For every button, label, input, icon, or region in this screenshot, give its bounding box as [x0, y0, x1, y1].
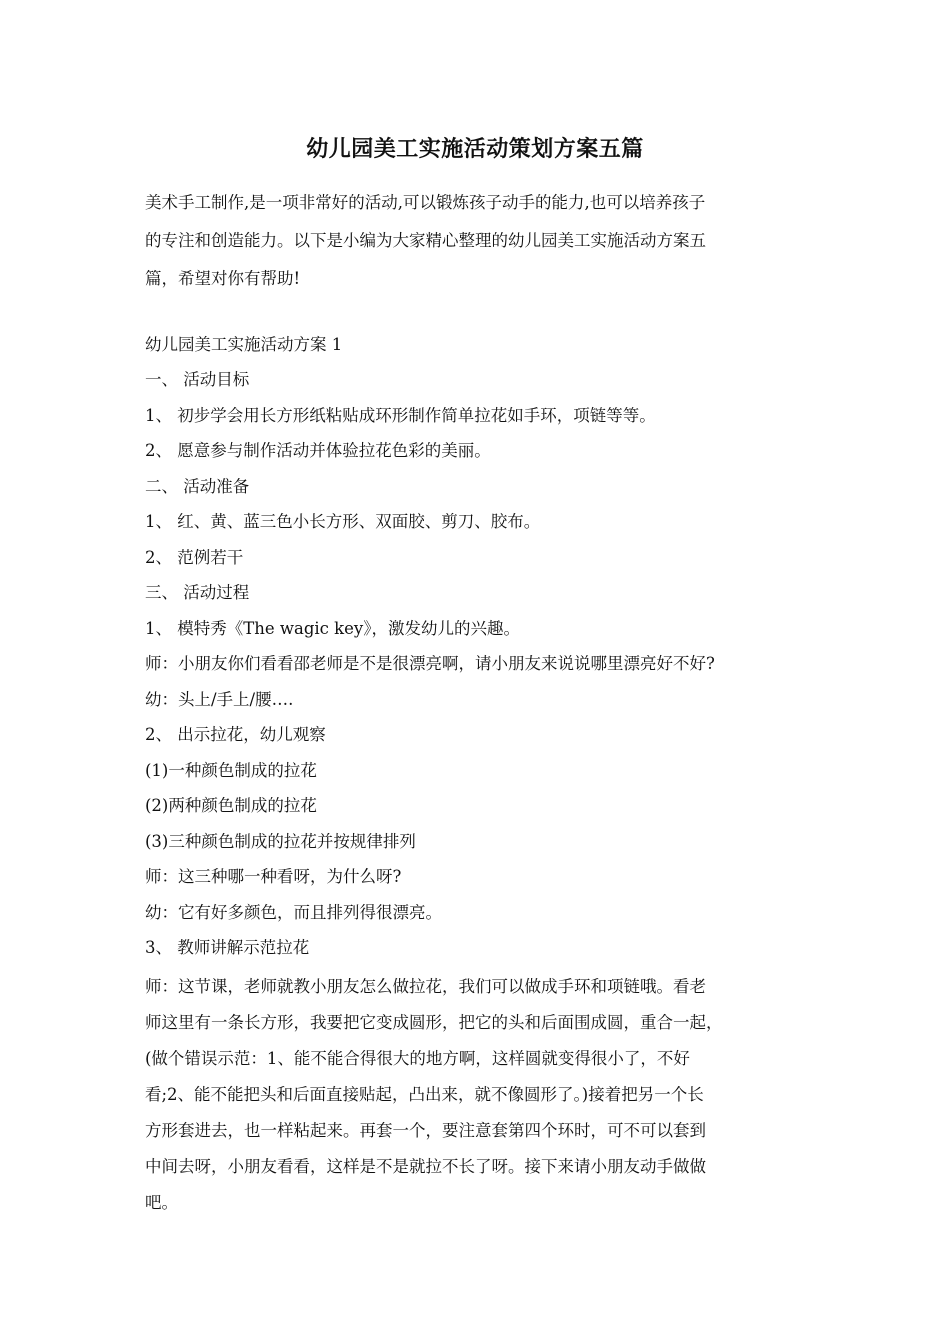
text-line: 师：这三种哪一种看呀，为什么呀?: [145, 867, 402, 886]
text-line: 1、 初步学会用长方形纸粘贴成环形制作简单拉花如手环，项链等等。: [145, 406, 656, 425]
paragraph-line: (做个错误示范：1、能不能合得很大的地方啊，这样圆就变得很小了，不好: [145, 1049, 690, 1068]
text-line: (2)两种颜色制成的拉花: [145, 796, 317, 815]
text-line: 1、 红、黄、蓝三色小长方形、双面胶、剪刀、胶布。: [145, 512, 541, 531]
paragraph-line: 方形套进去，也一样粘起来。再套一个，要注意套第四个环时，可不可以套到: [145, 1121, 706, 1140]
text-line: 2、 范例若干: [145, 548, 244, 567]
heading-activity-preparation: 二、 活动准备: [145, 477, 250, 496]
text-line: 幼：头上/手上/腰….: [145, 690, 294, 709]
paragraph-line: 吧。: [145, 1193, 178, 1212]
paragraph-line: 中间去呀，小朋友看看，这样是不是就拉不长了呀。接下来请小朋友动手做做: [145, 1157, 706, 1176]
document-title: 幼儿园美工实施活动策划方案五篇: [306, 136, 644, 162]
intro-paragraph: [145, 184, 810, 298]
text-line: 2、 出示拉花，幼儿观察: [145, 725, 326, 744]
text-line: 3、 教师讲解示范拉花: [145, 938, 310, 957]
intro-line: 的专注和创造能力。以下是小编为大家精心整理的幼儿园美工实施活动方案五: [145, 231, 706, 250]
demonstration-paragraph: [145, 969, 815, 1221]
paragraph-line: 师：这节课，老师就教小朋友怎么做拉花，我们可以做成手环和项链哦。看老: [145, 977, 706, 996]
text-line: (3)三种颜色制成的拉花并按规律排列: [145, 832, 416, 851]
intro-line: 篇，希望对你有帮助!: [145, 269, 301, 288]
paragraph-line: 师这里有一条长方形，我要把它变成圆形，把它的头和后面围成圆，重合一起，: [145, 1013, 723, 1032]
heading-activity-process: 三、 活动过程: [145, 583, 250, 602]
section-heading-plan-1: 幼儿园美工实施活动方案 1: [145, 335, 343, 354]
paragraph-line: 看;2、能不能把头和后面直接贴起，凸出来，就不像圆形了。)接着把另一个长: [145, 1085, 704, 1104]
text-line: (1)一种颜色制成的拉花: [145, 761, 317, 780]
intro-line: 美术手工制作,是一项非常好的活动,可以锻炼孩子动手的能力,也可以培养孩子: [145, 193, 706, 212]
heading-activity-goals: 一、 活动目标: [145, 370, 250, 389]
text-line: 师：小朋友你们看看邵老师是不是很漂亮啊，请小朋友来说说哪里漂亮好不好?: [145, 654, 715, 673]
text-line: 1、 模特秀《The wagic key》，激发幼儿的兴趣。: [145, 619, 521, 638]
text-line: 幼：它有好多颜色，而且排列得很漂亮。: [145, 903, 442, 922]
text-line: 2、 愿意参与制作活动并体验拉花色彩的美丽。: [145, 441, 491, 460]
